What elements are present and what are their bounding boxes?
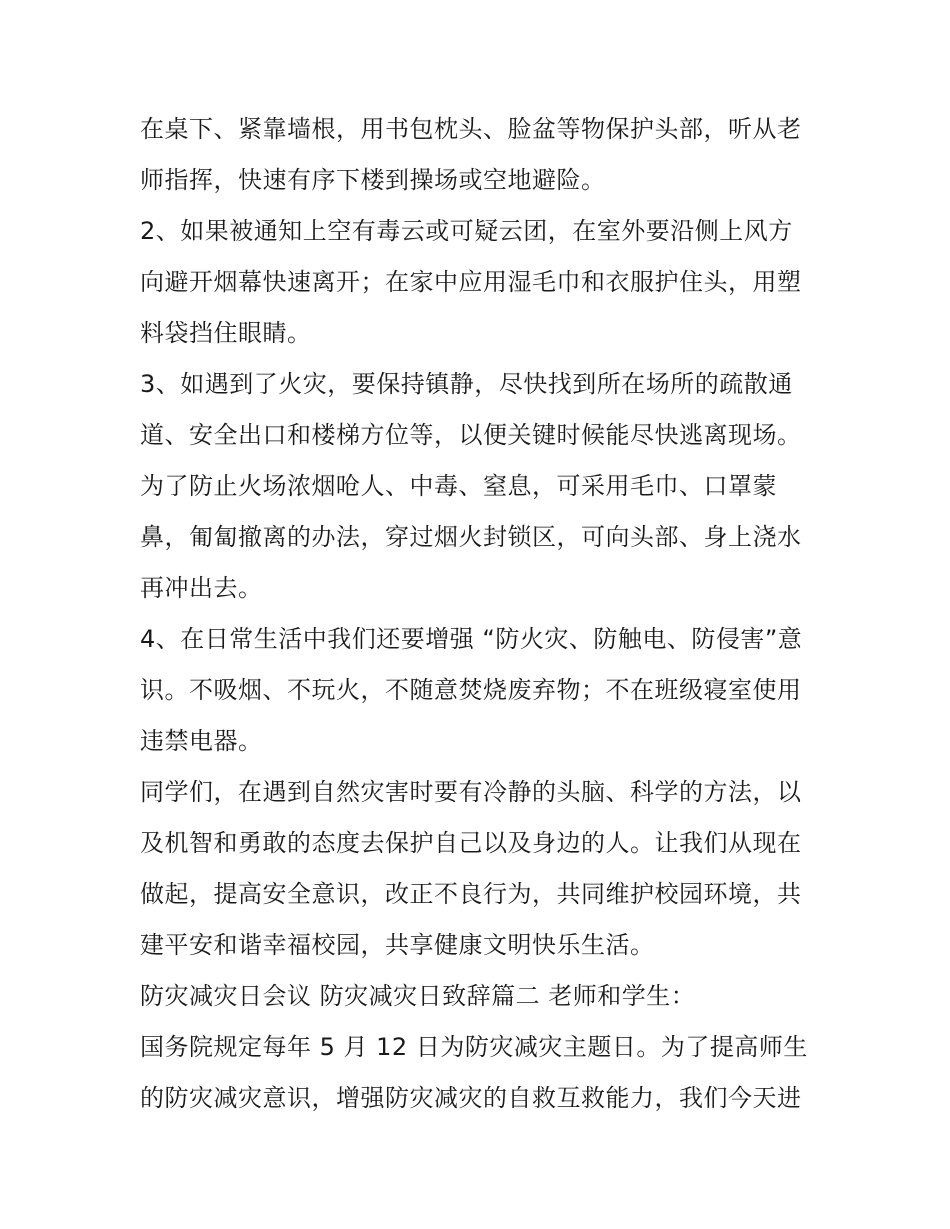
text-line: 国务院规定每年 5 月 12 日为防灾减灾主题日。为了提高师生 bbox=[140, 1033, 808, 1061]
text-line: 道、安全出口和楼梯方位等，以便关键时候能尽快逃离现场。 bbox=[140, 421, 802, 449]
text-line: 向避开烟幕快速离开；在家中应用湿毛巾和衣服护住头，用塑 bbox=[140, 268, 802, 296]
text-line: 为了防止火场浓烟呛人、中毒、窒息，可采用毛巾、口罩蒙 bbox=[140, 472, 777, 500]
text-line: 再冲出去。 bbox=[140, 574, 263, 602]
text-line: 识。不吸烟、不玩火，不随意焚烧废弃物；不在班级寝室使用 bbox=[140, 676, 802, 704]
text-line: 3、如遇到了火灾，要保持镇静，尽快找到所在场所的疏散通 bbox=[140, 370, 793, 398]
text-line: 建平安和谐幸福校园，共享健康文明快乐生活。 bbox=[140, 931, 655, 959]
section-heading-line: 防灾减灾日会议 防灾减灾日致辞篇二 老师和学生： bbox=[140, 982, 696, 1010]
text-line: 及机智和勇敢的态度去保护自己以及身边的人。让我们从现在 bbox=[140, 829, 802, 857]
text-line: 师指挥，快速有序下楼到操场或空地避险。 bbox=[140, 166, 606, 194]
text-line: 的防灾减灾意识，增强防灾减灾的自救互救能力，我们今天进 bbox=[140, 1084, 802, 1112]
document-page bbox=[140, 104, 820, 1124]
text-line: 料袋挡住眼睛。 bbox=[140, 319, 312, 347]
text-line: 同学们，在遇到自然灾害时要有冷静的头脑、科学的方法，以 bbox=[140, 778, 802, 806]
text-line: 做起，提高安全意识，改正不良行为，共同维护校园环境，共 bbox=[140, 880, 802, 908]
text-line: 鼻，匍匐撤离的办法，穿过烟火封锁区，可向头部、身上浇水 bbox=[140, 523, 802, 551]
text-line: 4、在日常生活中我们还要增强 “防火灾、防触电、防侵害”意 bbox=[140, 625, 803, 653]
text-line: 违禁电器。 bbox=[140, 727, 263, 755]
text-line: 2、如果被通知上空有毒云或可疑云团，在室外要沿侧上风方 bbox=[140, 217, 793, 245]
text-line: 在桌下、紧靠墙根，用书包枕头、脸盆等物保护头部，听从老 bbox=[140, 115, 802, 143]
